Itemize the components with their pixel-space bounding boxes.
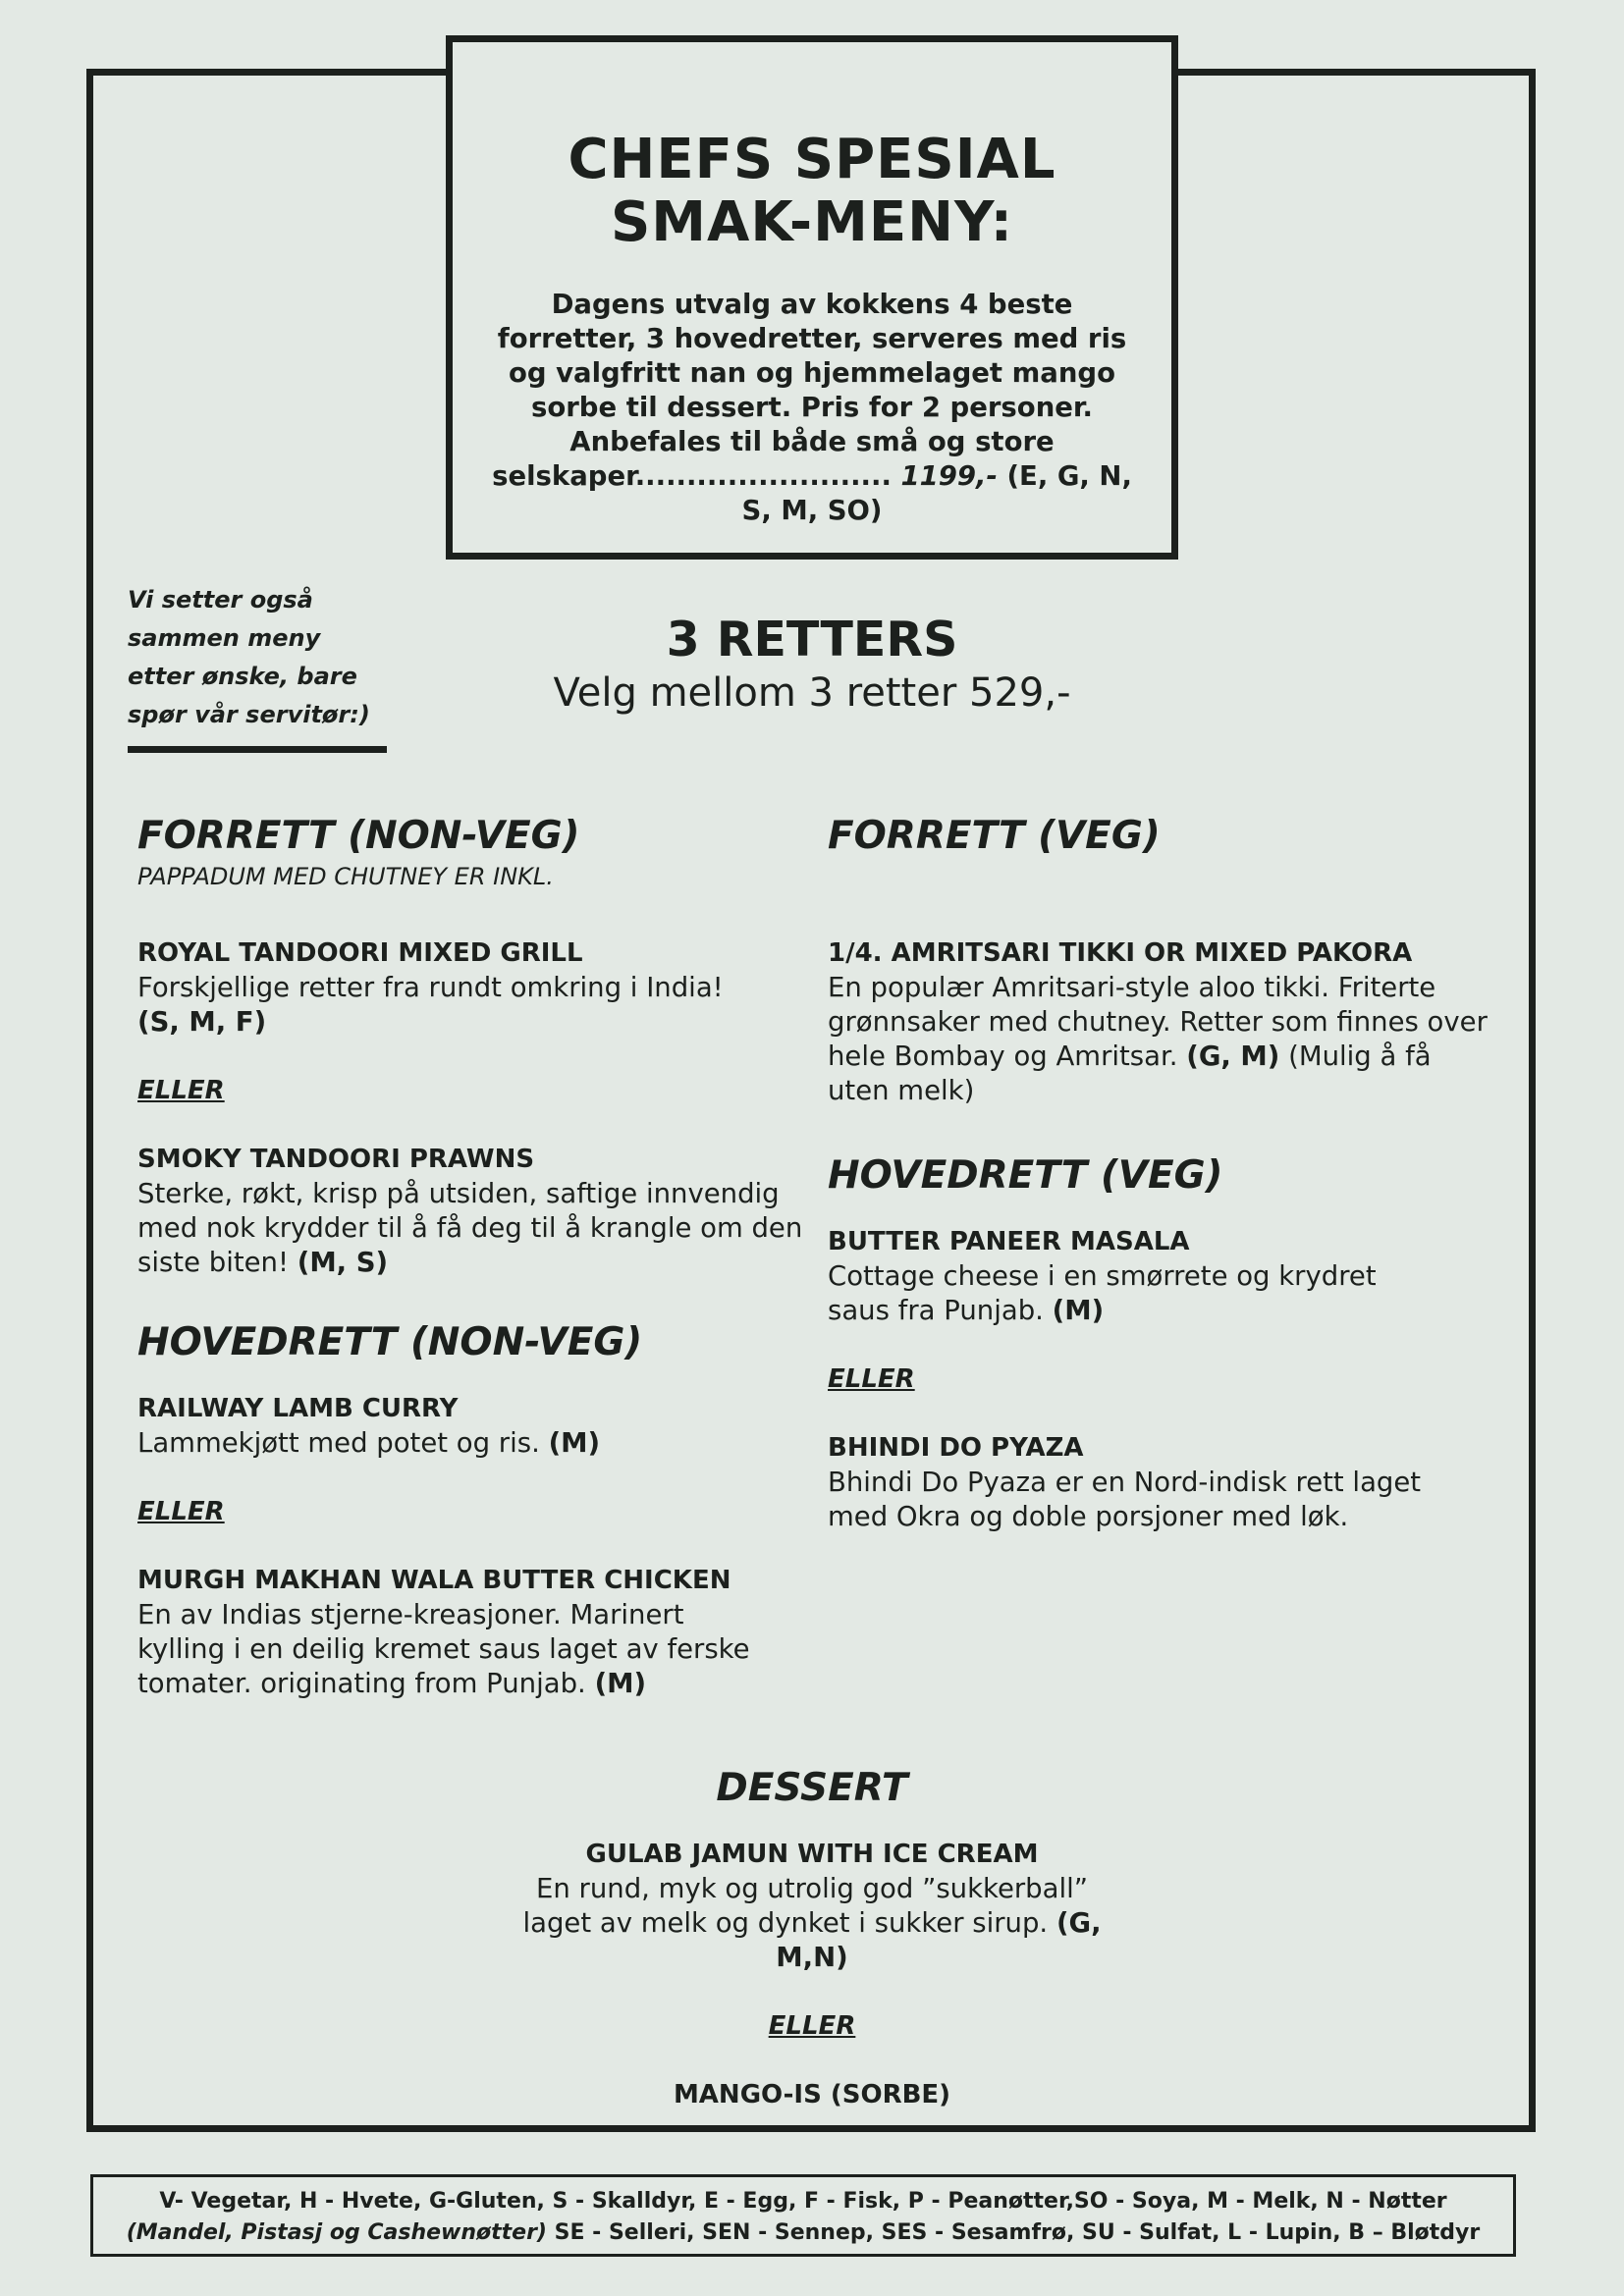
dish-allergens: (M) bbox=[548, 1427, 601, 1459]
special-allergens: (E, G, N, S, M, SO) bbox=[741, 460, 1132, 526]
section-heading: HOVEDRETT (VEG) bbox=[828, 1153, 1223, 1198]
or-label: ELLER bbox=[768, 2011, 856, 2041]
or-label: ELLER bbox=[828, 1364, 915, 1394]
dish-name: BUTTER PANEER MASALA bbox=[828, 1227, 1190, 1256]
section-dessert bbox=[446, 1763, 1178, 2112]
dish-allergens: (M) bbox=[1052, 1295, 1105, 1326]
dish-description: Sterke, røkt, krisp på utsiden, saftige innvendig med nok krydder til å få deg til å krangle om den siste biten! (M, S) bbox=[137, 1178, 803, 1278]
dish-description: En populær Amritsari-style aloo tikki. Friterte grønnsaker med chutney. Retter som finnes over hele Bombay og Amritsar. (G, M) (Mulig å få uten melk) bbox=[828, 972, 1488, 1106]
chefs-special-box bbox=[446, 35, 1178, 560]
dish-description: Lammekjøtt med potet og ris. (M) bbox=[137, 1427, 601, 1459]
dish-description: Cottage cheese i en smørrete og krydret saus fra Punjab. (M) bbox=[828, 1260, 1377, 1326]
dish-note: (Mulig å få uten melk) bbox=[828, 1041, 1432, 1106]
dish-description: En av Indias stjerne-kreasjoner. Marinert kylling i en deilig kremet saus laget av ferske tomater. originating from Punjab. (M) bbox=[137, 1599, 750, 1699]
custom-menu-note: Vi setter også sammen meny etter ønske, bare spør vår servitør:) bbox=[128, 586, 370, 728]
three-course-header bbox=[446, 611, 1178, 717]
dish-description: Forskjellige retter fra rundt omkring i India! bbox=[137, 972, 724, 1003]
section-heading: DESSERT bbox=[716, 1766, 908, 1810]
three-course-title: 3 RETTERS bbox=[666, 612, 958, 667]
three-course-subtitle: Velg mellom 3 retter 529,- bbox=[553, 670, 1071, 716]
dish-name: MANGO-IS (SORBE) bbox=[673, 2080, 951, 2109]
section-subheading: PAPPADUM MED CHUTNEY ER INKL. bbox=[137, 863, 554, 890]
section-forrett-veg bbox=[828, 811, 1495, 1108]
dish-name: SMOKY TANDOORI PRAWNS bbox=[137, 1145, 535, 1174]
dish-name: BHINDI DO PYAZA bbox=[828, 1433, 1084, 1463]
dish-name: GULAB JAMUN WITH ICE CREAM bbox=[585, 1840, 1039, 1869]
section-forrett-nonveg bbox=[137, 811, 805, 1280]
dish-name: MURGH MAKHAN WALA BUTTER CHICKEN bbox=[137, 1566, 731, 1595]
special-description: Dagens utvalg av kokkens 4 beste forretter, 3 hovedretter, serveres med ris og valgfritt nan og hjemmelaget mango sorbe til dessert. Pris for 2 personer. Anbefales til både små og store selskaper......................... 1199,- (E, G, N, S, M, SO) bbox=[492, 289, 1132, 526]
special-price: 1199,- bbox=[900, 460, 998, 492]
or-label: ELLER bbox=[137, 1076, 225, 1105]
dish-allergens: (G, M,N) bbox=[776, 1907, 1102, 1973]
note-divider bbox=[128, 746, 387, 753]
allergen-legend-line1: V- Vegetar, H - Hvete, G-Gluten, S - Skalldyr, E - Egg, F - Fisk, P - Peanøtter,SO - Soya, M - Melk, N - Nøtter bbox=[159, 2189, 1447, 2214]
special-title: CHEFS SPESIAL SMAK-MENY: bbox=[568, 128, 1056, 254]
dish-allergens: (M) bbox=[594, 1668, 647, 1699]
dish-description: Bhindi Do Pyaza er en Nord-indisk rett laget med Okra og doble porsjoner med løk. bbox=[828, 1467, 1422, 1532]
section-heading: FORRETT (NON-VEG) bbox=[137, 814, 580, 858]
or-label: ELLER bbox=[137, 1497, 225, 1526]
section-heading: FORRETT (VEG) bbox=[828, 814, 1161, 858]
section-heading: HOVEDRETT (NON-VEG) bbox=[137, 1320, 643, 1364]
section-hovedrett-veg bbox=[828, 1150, 1495, 1534]
dish-allergens: (M, S) bbox=[297, 1247, 389, 1278]
dish-name: RAILWAY LAMB CURRY bbox=[137, 1394, 459, 1423]
allergen-legend bbox=[90, 2174, 1516, 2257]
dish-name: ROYAL TANDOORI MIXED GRILL bbox=[137, 938, 583, 968]
dish-allergens: (S, M, F) bbox=[137, 1006, 267, 1038]
section-hovedrett-nonveg bbox=[137, 1317, 805, 1701]
dish-allergens: (G, M) bbox=[1186, 1041, 1280, 1072]
dish-description: En rund, myk og utrolig god ”sukkerball” laget av melk og dynket i sukker sirup. (G, M,N) bbox=[522, 1873, 1102, 1973]
allergen-legend-line2: (Mandel, Pistasj og Cashewnøtter) SE - Selleri, SEN - Sennep, SES - Sesamfrø, SU - Sulfat, L - Lupin, B – Bløtdyr bbox=[126, 2220, 1481, 2245]
dish-name: 1/4. AMRITSARI TIKKI OR MIXED PAKORA bbox=[828, 938, 1413, 968]
